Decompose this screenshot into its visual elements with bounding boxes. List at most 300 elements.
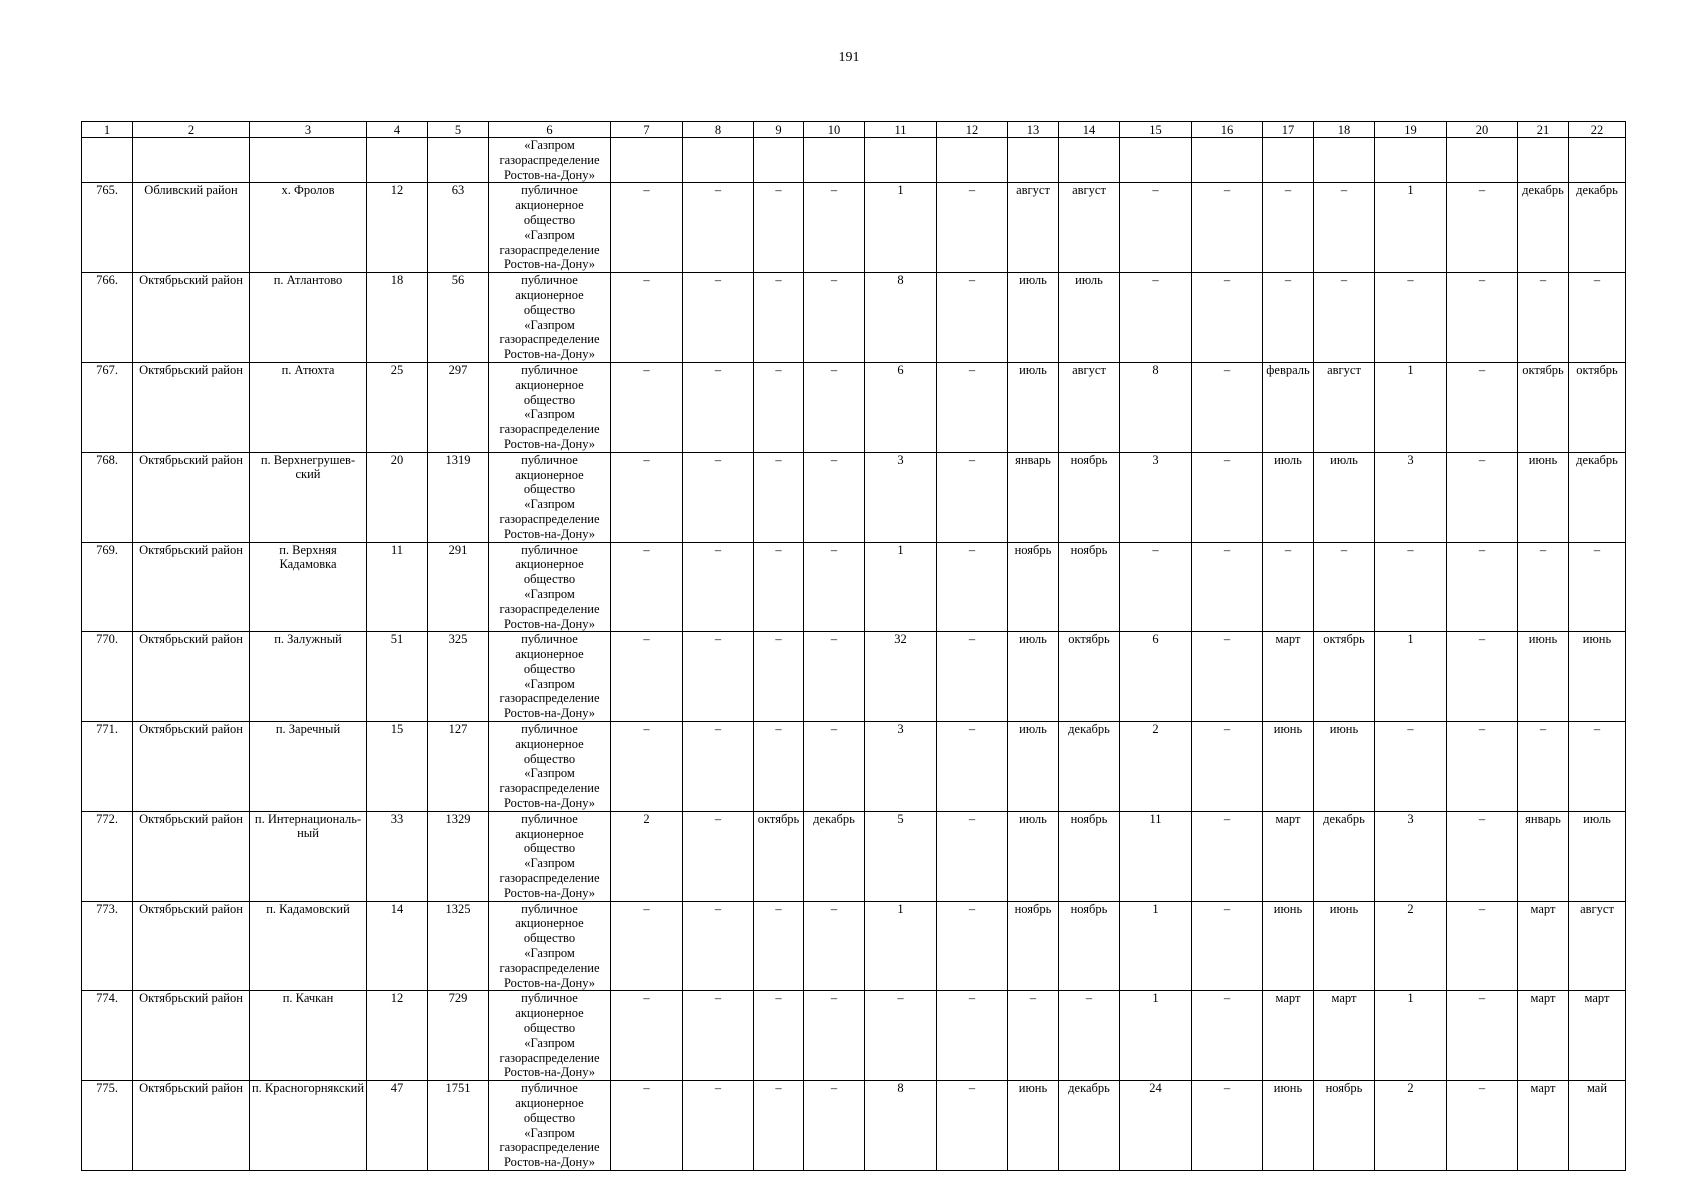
table-cell: 8	[865, 1081, 937, 1171]
table-cell: –	[804, 722, 865, 812]
table-cell: 47	[367, 1081, 428, 1171]
organization-text-line: общество	[523, 482, 576, 497]
table-cell	[865, 138, 937, 183]
table-cell: март	[1518, 1081, 1569, 1171]
column-header: 21	[1518, 122, 1569, 138]
organization-text-line: акционерное	[515, 916, 584, 931]
row-number-cell: 768.	[82, 452, 133, 542]
organization-text-line: публичное	[521, 362, 578, 377]
organization-text-line: публичное	[521, 901, 578, 916]
table-cell: –	[1447, 811, 1518, 901]
table-cell: –	[1447, 273, 1518, 363]
organization-text-line: газораспределение	[499, 960, 600, 975]
table-cell: июнь	[1569, 632, 1626, 722]
page-number: 191	[838, 50, 860, 65]
column-header-row	[82, 122, 1626, 138]
column-header: 2	[133, 122, 250, 138]
continuation-row	[82, 138, 1626, 183]
table-cell: –	[683, 542, 754, 632]
table-row	[82, 991, 1626, 1081]
table-cell: –	[1314, 183, 1375, 273]
table-cell: –	[1120, 273, 1192, 363]
table-cell: Октябрьский район	[133, 991, 250, 1081]
table-cell: 11	[1120, 811, 1192, 901]
table-cell: март	[1263, 991, 1314, 1081]
row-number-cell: 770.	[82, 632, 133, 722]
row-number-cell: 766.	[82, 273, 133, 363]
organization-text-line: акционерное	[515, 1096, 584, 1110]
table-cell: 1319	[428, 452, 489, 542]
organization-text-line: газораспределение	[499, 691, 600, 706]
table-cell: –	[611, 991, 683, 1081]
column-header: 3	[250, 122, 367, 138]
organization-text-line: «Газпром	[524, 138, 575, 152]
organization-text-line: «Газпром	[524, 407, 575, 422]
table-cell: –	[683, 722, 754, 812]
table-cell: –	[611, 362, 683, 452]
table-cell: 12	[367, 183, 428, 273]
table-cell: –	[1192, 183, 1263, 273]
table-cell: 1	[1375, 362, 1447, 452]
table-cell: –	[754, 1081, 804, 1171]
table-cell: –	[611, 901, 683, 991]
table-cell: 291	[428, 542, 489, 632]
table-cell: декабрь	[804, 811, 865, 901]
row-number-cell: 773.	[82, 901, 133, 991]
table-cell: февраль	[1263, 362, 1314, 452]
table-cell: –	[1375, 542, 1447, 632]
table-cell	[754, 138, 804, 183]
table-cell: –	[611, 1081, 683, 1171]
organization-cell	[489, 901, 611, 991]
table-cell: август	[1059, 362, 1120, 452]
organization-text-line: «Газпром	[524, 856, 575, 871]
organization-cell	[489, 722, 611, 812]
table-cell: 1329	[428, 811, 489, 901]
table-cell: –	[1263, 273, 1314, 363]
table-cell: –	[754, 183, 804, 273]
organization-text-line: публичное	[521, 542, 578, 557]
organization-text-line: «Газпром	[524, 676, 575, 691]
table-cell: март	[1263, 632, 1314, 722]
table-cell: –	[1263, 542, 1314, 632]
organization-text-line: акционерное	[515, 557, 584, 572]
table-cell: –	[1569, 722, 1626, 812]
table-cell: –	[937, 452, 1008, 542]
table-cell: 6	[1120, 632, 1192, 722]
table-cell: –	[1192, 811, 1263, 901]
organization-cell	[489, 362, 611, 452]
table-cell: –	[937, 183, 1008, 273]
table-cell: Октябрьский район	[133, 632, 250, 722]
table-cell	[1263, 138, 1314, 183]
column-header: 17	[1263, 122, 1314, 138]
table-cell: ноябрь	[1059, 901, 1120, 991]
organization-text-line: Ростов-на-Дону»	[503, 436, 596, 451]
table-cell	[1120, 138, 1192, 183]
table-cell: –	[865, 991, 937, 1081]
table-cell: –	[804, 452, 865, 542]
organization-text-line: «Газпром	[524, 766, 575, 781]
table-cell: –	[1447, 542, 1518, 632]
table-cell: п. Залужный	[250, 632, 367, 722]
organization-text-line: общество	[523, 1110, 576, 1125]
table-cell	[1192, 138, 1263, 183]
organization-text-line: акционерное	[515, 736, 584, 751]
organization-text-line: газораспределение	[499, 601, 600, 616]
table-cell: 1	[1375, 183, 1447, 273]
table-cell: июнь	[1263, 1081, 1314, 1171]
organization-text-line: публичное	[521, 722, 578, 737]
table-row	[82, 722, 1626, 812]
table-cell: –	[611, 183, 683, 273]
table-cell: –	[1518, 542, 1569, 632]
table-cell: июнь	[1263, 722, 1314, 812]
organization-text-line: газораспределение	[499, 871, 600, 886]
table-cell: –	[754, 273, 804, 363]
table-cell: 1325	[428, 901, 489, 991]
table-cell: –	[1447, 722, 1518, 812]
table-cell: ноябрь	[1059, 542, 1120, 632]
table-row	[82, 632, 1626, 722]
organization-text-line: акционерное	[515, 377, 584, 392]
table-cell: –	[937, 362, 1008, 452]
column-header: 22	[1569, 122, 1626, 138]
table-cell: –	[683, 632, 754, 722]
table-cell: –	[683, 991, 754, 1081]
table-cell: –	[1120, 183, 1192, 273]
table-cell: 3	[865, 722, 937, 812]
table-cell: –	[683, 901, 754, 991]
table-cell: март	[1263, 811, 1314, 901]
table-cell	[1059, 138, 1120, 183]
organization-cell	[489, 452, 611, 542]
organization-text-line: Ростов-на-Дону»	[503, 616, 596, 631]
table-cell: Октябрьский район	[133, 1081, 250, 1171]
table-cell: июнь	[1518, 632, 1569, 722]
organization-text-line: Ростов-на-Дону»	[503, 975, 596, 990]
table-cell: –	[754, 542, 804, 632]
table-cell: июль	[1008, 811, 1059, 901]
organization-text-line: газораспределение	[499, 152, 600, 167]
column-header: 8	[683, 122, 754, 138]
table-cell	[250, 138, 367, 183]
table-cell: –	[683, 452, 754, 542]
table-row	[82, 273, 1626, 363]
table-cell	[804, 138, 865, 183]
table-cell: 1	[1375, 632, 1447, 722]
organization-text-line: «Газпром	[524, 946, 575, 961]
organization-cell	[489, 811, 611, 901]
table-cell: июль	[1059, 273, 1120, 363]
table-cell: –	[937, 901, 1008, 991]
column-header: 19	[1375, 122, 1447, 138]
table-cell: –	[1192, 722, 1263, 812]
table-cell: октябрь	[754, 811, 804, 901]
table-cell: –	[683, 183, 754, 273]
table-cell: 63	[428, 183, 489, 273]
table-cell: –	[1518, 273, 1569, 363]
table-cell: Октябрьский район	[133, 722, 250, 812]
table-cell: –	[1263, 183, 1314, 273]
table-cell: –	[1008, 991, 1059, 1081]
table-cell: август	[1059, 183, 1120, 273]
table-cell: декабрь	[1518, 183, 1569, 273]
organization-text-line: Ростов-на-Дону»	[503, 706, 596, 721]
table-cell: 297	[428, 362, 489, 452]
table-cell: июль	[1008, 722, 1059, 812]
table-cell: июль	[1314, 452, 1375, 542]
table-cell: 18	[367, 273, 428, 363]
table-cell: –	[611, 452, 683, 542]
table-cell: –	[683, 362, 754, 452]
table-cell	[683, 138, 754, 183]
column-header: 12	[937, 122, 1008, 138]
column-header: 15	[1120, 122, 1192, 138]
table-cell: п. Атюхта	[250, 362, 367, 452]
table-cell: –	[1447, 1081, 1518, 1171]
table-cell: Октябрьский район	[133, 542, 250, 632]
table-cell: декабрь	[1059, 722, 1120, 812]
organization-text-line: газораспределение	[499, 242, 600, 257]
table-cell: –	[804, 273, 865, 363]
table-cell: –	[937, 632, 1008, 722]
row-number-cell: 772.	[82, 811, 133, 901]
table-cell: –	[937, 542, 1008, 632]
table-cell: –	[683, 811, 754, 901]
table-row	[82, 183, 1626, 273]
table-cell: –	[754, 362, 804, 452]
table-cell: октябрь	[1314, 632, 1375, 722]
organization-text-line: публичное	[521, 632, 578, 647]
organization-text-line: газораспределение	[499, 422, 600, 437]
organization-cell	[489, 273, 611, 363]
table-row	[82, 542, 1626, 632]
column-header: 6	[489, 122, 611, 138]
column-header: 1	[82, 122, 133, 138]
table-cell: –	[754, 722, 804, 812]
table-cell: –	[1314, 542, 1375, 632]
table-cell: –	[1375, 273, 1447, 363]
table-cell: 1	[1375, 991, 1447, 1081]
table-cell: декабрь	[1314, 811, 1375, 901]
table-cell: 2	[1375, 901, 1447, 991]
table-cell: –	[1314, 273, 1375, 363]
table-cell	[428, 138, 489, 183]
table-cell: 2	[1375, 1081, 1447, 1171]
table-cell	[611, 138, 683, 183]
table-cell: 3	[1375, 452, 1447, 542]
row-number-cell: 765.	[82, 183, 133, 273]
column-header: 4	[367, 122, 428, 138]
organization-text-line: общество	[523, 841, 576, 856]
table-row	[82, 362, 1626, 452]
column-header: 5	[428, 122, 489, 138]
table-cell	[1314, 138, 1375, 183]
table-cell: 56	[428, 273, 489, 363]
table-cell: п. Качкан	[250, 991, 367, 1081]
organization-text-line: «Газпром	[524, 1125, 575, 1140]
table-cell: август	[1314, 362, 1375, 452]
table-cell: октябрь	[1518, 362, 1569, 452]
table-cell: –	[804, 183, 865, 273]
table-cell: 1	[865, 542, 937, 632]
table-cell: –	[1192, 542, 1263, 632]
organization-text-line: Ростов-на-Дону»	[503, 1155, 596, 1170]
row-number-cell: 769.	[82, 542, 133, 632]
table-cell: 3	[865, 452, 937, 542]
row-number-cell: 767.	[82, 362, 133, 452]
table-cell: –	[754, 901, 804, 991]
column-header: 13	[1008, 122, 1059, 138]
organization-text-line: акционерное	[515, 198, 584, 213]
table-cell: –	[1447, 452, 1518, 542]
organization-cell	[489, 632, 611, 722]
table-cell: –	[937, 273, 1008, 363]
table-cell: 3	[1120, 452, 1192, 542]
organization-text-line: публичное	[521, 273, 578, 288]
table-cell: п. Кадамовский	[250, 901, 367, 991]
table-cell: –	[937, 1081, 1008, 1171]
table-cell: –	[1447, 362, 1518, 452]
organization-text-line: публичное	[521, 1081, 578, 1096]
table-cell: –	[1120, 542, 1192, 632]
table-cell: –	[754, 452, 804, 542]
organization-text-line: «Газпром	[524, 497, 575, 512]
table-cell: июль	[1008, 632, 1059, 722]
table-cell: Октябрьский район	[133, 362, 250, 452]
organization-text-line: акционерное	[515, 287, 584, 302]
organization-text-line: общество	[523, 302, 576, 317]
table-cell: –	[1192, 901, 1263, 991]
table-cell: 1	[865, 901, 937, 991]
table-row	[82, 1081, 1626, 1171]
organization-text-line: акционерное	[515, 467, 584, 482]
table-cell: –	[937, 811, 1008, 901]
table-cell: 32	[865, 632, 937, 722]
table-cell: 127	[428, 722, 489, 812]
organization-text-line: общество	[523, 751, 576, 766]
table-cell: июль	[1008, 273, 1059, 363]
table-cell: июль	[1569, 811, 1626, 901]
organization-text-line: публичное	[521, 452, 578, 467]
organization-text-line: общество	[523, 392, 576, 407]
table-cell: август	[1569, 901, 1626, 991]
table-cell: Обливский район	[133, 183, 250, 273]
column-header: 20	[1447, 122, 1518, 138]
table-cell: октябрь	[1059, 632, 1120, 722]
table-cell: 33	[367, 811, 428, 901]
table-cell	[1569, 138, 1626, 183]
table-cell: –	[754, 632, 804, 722]
table-cell: 1	[1120, 901, 1192, 991]
table-cell	[133, 138, 250, 183]
table-cell: 24	[1120, 1081, 1192, 1171]
table-cell: 1751	[428, 1081, 489, 1171]
table-cell: ноябрь	[1314, 1081, 1375, 1171]
table-cell: июнь	[1008, 1081, 1059, 1171]
organization-text-line: Ростов-на-Дону»	[503, 257, 596, 272]
table-cell: Октябрьский район	[133, 811, 250, 901]
organization-text-line: Ростов-на-Дону»	[503, 885, 596, 900]
table-cell: декабрь	[1569, 452, 1626, 542]
table-row	[82, 901, 1626, 991]
organization-cell	[489, 138, 611, 183]
table-cell	[1447, 138, 1518, 183]
organization-text-line: общество	[523, 572, 576, 587]
table-cell: –	[683, 273, 754, 363]
table-cell: –	[804, 1081, 865, 1171]
table-cell: –	[1192, 991, 1263, 1081]
table-cell: июль	[1263, 452, 1314, 542]
table-cell: –	[937, 722, 1008, 812]
table-cell: Октябрьский район	[133, 273, 250, 363]
table-cell: 729	[428, 991, 489, 1081]
table-cell: март	[1569, 991, 1626, 1081]
organization-text-line: газораспределение	[499, 511, 600, 526]
table-cell: –	[1375, 722, 1447, 812]
table-cell: 51	[367, 632, 428, 722]
organization-text-line: акционерное	[515, 1006, 584, 1021]
table-cell: 6	[865, 362, 937, 452]
table-cell: п. Заречный	[250, 722, 367, 812]
table-cell: –	[1569, 273, 1626, 363]
organization-text-line: публичное	[521, 811, 578, 826]
table-cell: ноябрь	[1008, 901, 1059, 991]
table-cell: 15	[367, 722, 428, 812]
table-cell: –	[937, 991, 1008, 1081]
table-cell: июнь	[1518, 452, 1569, 542]
table-cell: –	[1447, 991, 1518, 1081]
table-cell: п. Красногорнякский	[250, 1081, 367, 1171]
table-cell: 5	[865, 811, 937, 901]
table-cell: –	[1192, 452, 1263, 542]
table-cell: январь	[1518, 811, 1569, 901]
organization-text-line: Ростов-на-Дону»	[503, 526, 596, 541]
table-cell: ноябрь	[1059, 811, 1120, 901]
table-cell: март	[1314, 991, 1375, 1081]
table-cell: 8	[1120, 362, 1192, 452]
table-cell: 12	[367, 991, 428, 1081]
organization-text-line: общество	[523, 931, 576, 946]
table-cell: –	[1192, 1081, 1263, 1171]
organization-text-line: Ростов-на-Дону»	[503, 167, 596, 182]
table-cell: Октябрьский район	[133, 452, 250, 542]
table-cell: 2	[611, 811, 683, 901]
organization-text-line: Ростов-на-Дону»	[503, 347, 596, 362]
table-cell: май	[1569, 1081, 1626, 1171]
table-cell: –	[1518, 722, 1569, 812]
organization-text-line: публичное	[521, 991, 578, 1006]
table-cell: –	[804, 901, 865, 991]
table-cell: п. Верхнегрушев-ский	[250, 452, 367, 542]
table-cell: –	[804, 991, 865, 1081]
column-header: 7	[611, 122, 683, 138]
organization-cell	[489, 183, 611, 273]
organization-text-line: Ростов-на-Дону»	[503, 796, 596, 811]
column-header: 11	[865, 122, 937, 138]
table-cell: 1	[865, 183, 937, 273]
data-table	[81, 121, 1626, 1171]
table-cell: –	[1447, 632, 1518, 722]
table-cell: август	[1008, 183, 1059, 273]
table-cell: январь	[1008, 452, 1059, 542]
organization-text-line: Ростов-на-Дону»	[503, 1065, 596, 1080]
table-cell: Октябрьский район	[133, 901, 250, 991]
column-header: 10	[804, 122, 865, 138]
table-cell: –	[683, 1081, 754, 1171]
table-cell: –	[1059, 991, 1120, 1081]
